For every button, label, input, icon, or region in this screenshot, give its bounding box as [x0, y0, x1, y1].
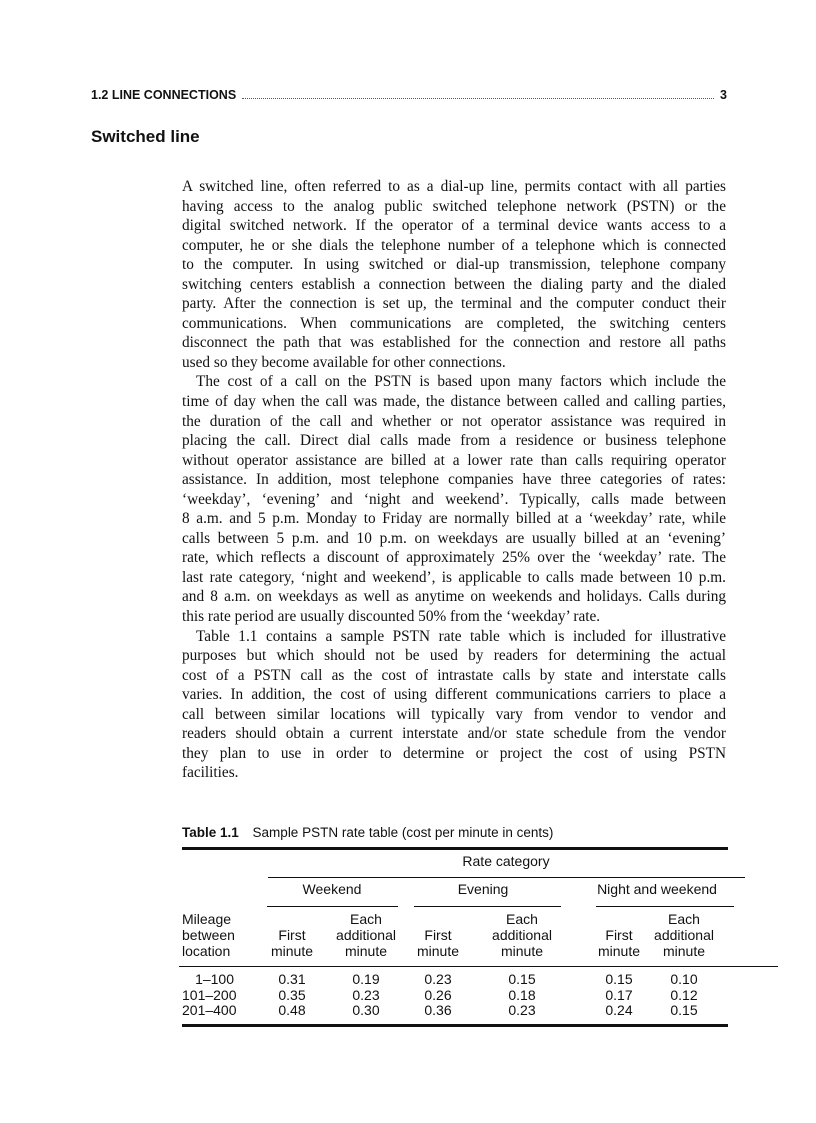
rate-cell: 0.23: [352, 986, 380, 1003]
rate-cell: 0.48: [278, 1002, 306, 1018]
col-header-line: Each: [668, 911, 700, 927]
bottom-rule: [182, 1024, 728, 1027]
text-line: communications. When communications are completed, the switching centers: [182, 314, 726, 332]
col-header-line: Each: [506, 911, 538, 927]
text-line: A switched line, often referred to as a dial-up line, permits contact with all parties: [182, 178, 726, 195]
rate-cell: 0.15: [508, 971, 536, 987]
col-header-line: minute: [416, 943, 460, 959]
col-header-line: minute: [500, 943, 544, 959]
text-line: purposes but which should not be used by readers for determining the actual: [182, 647, 726, 665]
rate-cell: 0.17: [605, 986, 633, 1003]
text-line: call between similar locations will typically vary from vendor to vendor and: [182, 705, 726, 723]
text-line: cost of a PSTN call as the cost of intrastate calls by state and interstate calls: [182, 666, 726, 684]
mileage-cell: 101–200: [182, 986, 237, 1003]
table-label: Table 1.1: [182, 825, 239, 840]
group-rule: [414, 906, 561, 907]
rate-cell: 0.10: [670, 971, 698, 987]
text-line: switching centers establish a connection between the dialing party and the dialed: [182, 275, 726, 293]
page-number: 3: [720, 88, 727, 102]
rate-cell: 0.19: [352, 971, 380, 987]
col-header-line: additional: [336, 927, 396, 943]
text-line: time of day when the call was made, the distance between called and calling parties,: [182, 393, 726, 411]
running-head-section: 1.2 LINE CONNECTIONS: [91, 88, 237, 102]
text-line: disconnect the path that was established for the connection and restore all paths: [182, 334, 726, 352]
text-line: party. After the connection is set up, the terminal and the computer conduct their: [182, 295, 726, 313]
spanner-rule: [268, 877, 745, 878]
col-header-first: [271, 927, 313, 959]
text-line: without operator assistance are billed at a lower rate than calls requiring operator: [182, 451, 726, 469]
col-header-each: [336, 911, 396, 959]
text-line: calls between 5 p.m. and 10 p.m. on weekdays are usually billed at an ‘evening’: [182, 529, 726, 547]
rate-cell: 0.26: [424, 986, 452, 1003]
col-header-line: additional: [492, 927, 552, 943]
col-header-line: additional: [654, 927, 714, 943]
col-header-first: [417, 927, 459, 959]
text-line: assistance. In addition, most telephone companies have three categories of rates:: [182, 471, 726, 489]
text-line: to the computer. In using switched or dial-up transmission, telephone company: [182, 256, 726, 274]
col-header-each: [492, 911, 552, 959]
text-line: placing the call. Direct dial calls made from a residence or business telephone: [182, 432, 726, 450]
text-line: last rate category, ‘night and weekend’, is applicable to calls made between 10 p.m.: [182, 568, 726, 586]
section-title: Switched line: [91, 127, 200, 146]
table-caption-text: Sample PSTN rate table (cost per minute in cents): [252, 825, 554, 840]
rate-cell: 0.12: [670, 986, 698, 1003]
rate-cell: 0.24: [605, 1002, 633, 1018]
text-line: readers should obtain a current interstate and/or state schedule from the vendor: [182, 725, 726, 743]
rate-cell: 0.36: [424, 1002, 452, 1018]
text-line: having access to the analog public switched telephone network (PSTN) or the: [182, 197, 726, 215]
text-line: ‘weekday’, ‘evening’ and ‘night and weekend’. Typically, calls made between: [182, 490, 726, 508]
col-header-each: [654, 911, 714, 959]
col-header-line: minute: [270, 943, 314, 959]
col-header-line: First: [424, 927, 452, 943]
text-line: Table 1.1 contains a sample PSTN rate table which is included for illustrative: [196, 627, 726, 645]
stub-header-line: Mileage: [182, 911, 232, 927]
table-caption: [182, 825, 553, 840]
col-header-line: First: [605, 927, 633, 943]
spanner-header: Rate category: [462, 853, 550, 869]
rate-cell: 0.23: [424, 971, 452, 987]
group-rule: [267, 906, 398, 907]
header-rule: [179, 966, 778, 967]
text-line: and 8 a.m. on weekdays as well as anytime on weekends and holidays. Calls during: [182, 588, 726, 606]
stub-header-line: between: [182, 927, 235, 943]
text-line: digital switched network. If the operator of a terminal device wants access to a: [182, 217, 726, 235]
group-night-weekend: Night and weekend: [597, 881, 717, 897]
rate-cell: 0.23: [508, 1002, 536, 1018]
group-rule: [596, 906, 734, 907]
text-line: this rate period are usually discounted 50% from the ‘weekday’ rate.: [182, 608, 601, 626]
text-line: The cost of a call on the PSTN is based upon many factors which include the: [196, 373, 726, 391]
stub-header: [182, 911, 235, 959]
text-line: 8 a.m. and 5 p.m. Monday to Friday are normally billed at a ‘weekday’ rate, while: [182, 510, 726, 528]
text-line: computer, he or she dials the telephone number of a telephone which is connected: [182, 236, 726, 254]
rate-cell: 0.31: [278, 971, 306, 987]
col-header-line: minute: [344, 943, 388, 959]
rate-cell: 0.18: [508, 986, 536, 1003]
rate-cell: 0.15: [605, 971, 633, 987]
col-header-first: [598, 927, 640, 959]
group-weekend: Weekend: [302, 881, 362, 897]
text-line: facilities.: [182, 764, 239, 782]
text-line: the duration of the call and whether or not operator assistance was required in: [182, 412, 726, 430]
col-header-line: First: [278, 927, 306, 943]
text-line: they plan to use in order to determine or project the cost of using PSTN: [182, 744, 726, 762]
group-evening: Evening: [457, 881, 509, 897]
stub-header-line: location: [182, 943, 231, 959]
mileage-cell: 201–400: [182, 1002, 237, 1018]
rate-cell: 0.15: [670, 1002, 698, 1018]
text-line: rate, which reflects a discount of approximately 25% over the ‘weekday’ rate. The: [182, 549, 726, 567]
col-header-line: minute: [662, 943, 706, 959]
top-rule: [182, 847, 728, 850]
text-line: used so they become available for other connections.: [182, 353, 506, 371]
rate-cell: 0.30: [352, 1002, 380, 1018]
col-header-line: minute: [597, 943, 641, 959]
rate-cell: 0.35: [278, 986, 306, 1003]
col-header-line: Each: [350, 911, 382, 927]
mileage-cell: 1–100: [195, 971, 234, 987]
text-line: varies. In addition, the cost of using different communications carriers to place a: [182, 686, 726, 704]
